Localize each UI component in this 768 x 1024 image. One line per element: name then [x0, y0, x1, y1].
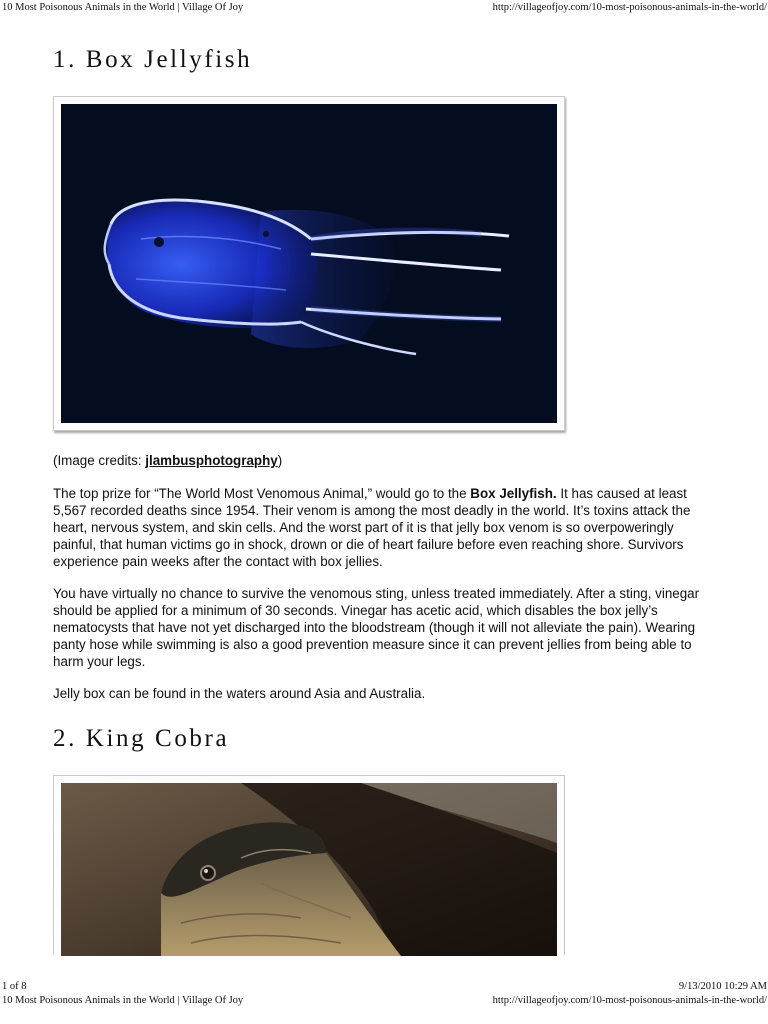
box-jellyfish-photo [61, 104, 557, 423]
p1-text-start: The top prize for “The World Most Venomous Animal,” would go to the [53, 486, 471, 501]
print-footer-page-info [0, 981, 768, 995]
king-cobra-photo [61, 783, 557, 956]
image-credit-line [53, 452, 718, 469]
print-footer-title-url [0, 995, 768, 1009]
paragraph-box-jellyfish-2: You have virtually no chance to survive the venomous sting, unless treated immediately. After a sting, vinegar should be applied for a minimum of 30 seconds. Vinegar has acetic acid, which disables the box jelly’s nematocysts that have not yet discharged into the bloodstream (though it will not alleviate the pain). Wearing panty hose while swimming is also a good prevention measure since it can prevent jellies from being able to harm your legs. [53, 586, 700, 669]
print-header-title: 10 Most Poisonous Animals in the World | Village Of Joy [2, 2, 244, 13]
king-cobra-illustration [61, 783, 557, 956]
p1-bold-box-jellyfish: Box Jellyfish. [470, 486, 557, 501]
box-jellyfish-photo-frame [53, 96, 565, 431]
section-heading-box-jellyfish: 1. Box Jellyfish [53, 46, 253, 73]
print-header [0, 2, 768, 16]
credit-suffix: ) [277, 453, 283, 468]
paragraph-box-jellyfish-1 [53, 485, 718, 570]
print-header-url: http://villageofjoy.com/10-most-poisonous-animals-in-the-world/ [492, 2, 767, 13]
print-page-number: 1 of 8 [2, 981, 27, 992]
section-heading-king-cobra: 2. King Cobra [53, 725, 230, 752]
king-cobra-photo-frame [53, 775, 565, 955]
print-footer-title: 10 Most Poisonous Animals in the World | Village Of Joy [2, 995, 244, 1006]
paragraph-box-jellyfish-3: Jelly box can be found in the waters around Asia and Australia. [53, 686, 426, 701]
print-datetime: 9/13/2010 10:29 AM [678, 981, 767, 992]
box-jellyfish-illustration [61, 104, 557, 423]
print-footer-url: http://villageofjoy.com/10-most-poisonous-animals-in-the-world/ [492, 995, 767, 1006]
p1-text-end: It has caused at least 5,567 recorded deaths since 1954. Their venom is among the most deadly in the world. It’s toxins attack the heart, nervous system, and skin cells. And the worst part of it is that jelly box venom is so overpoweringly painful, that human victims go in shock, drown or die of heart failure before even reaching shore. Survivors experience pain weeks after the contact with box jellies. [53, 486, 691, 569]
credit-prefix: (Image credits: [53, 453, 146, 468]
credit-link-jlambusphotography[interactable]: jlambusphotography [145, 453, 278, 468]
